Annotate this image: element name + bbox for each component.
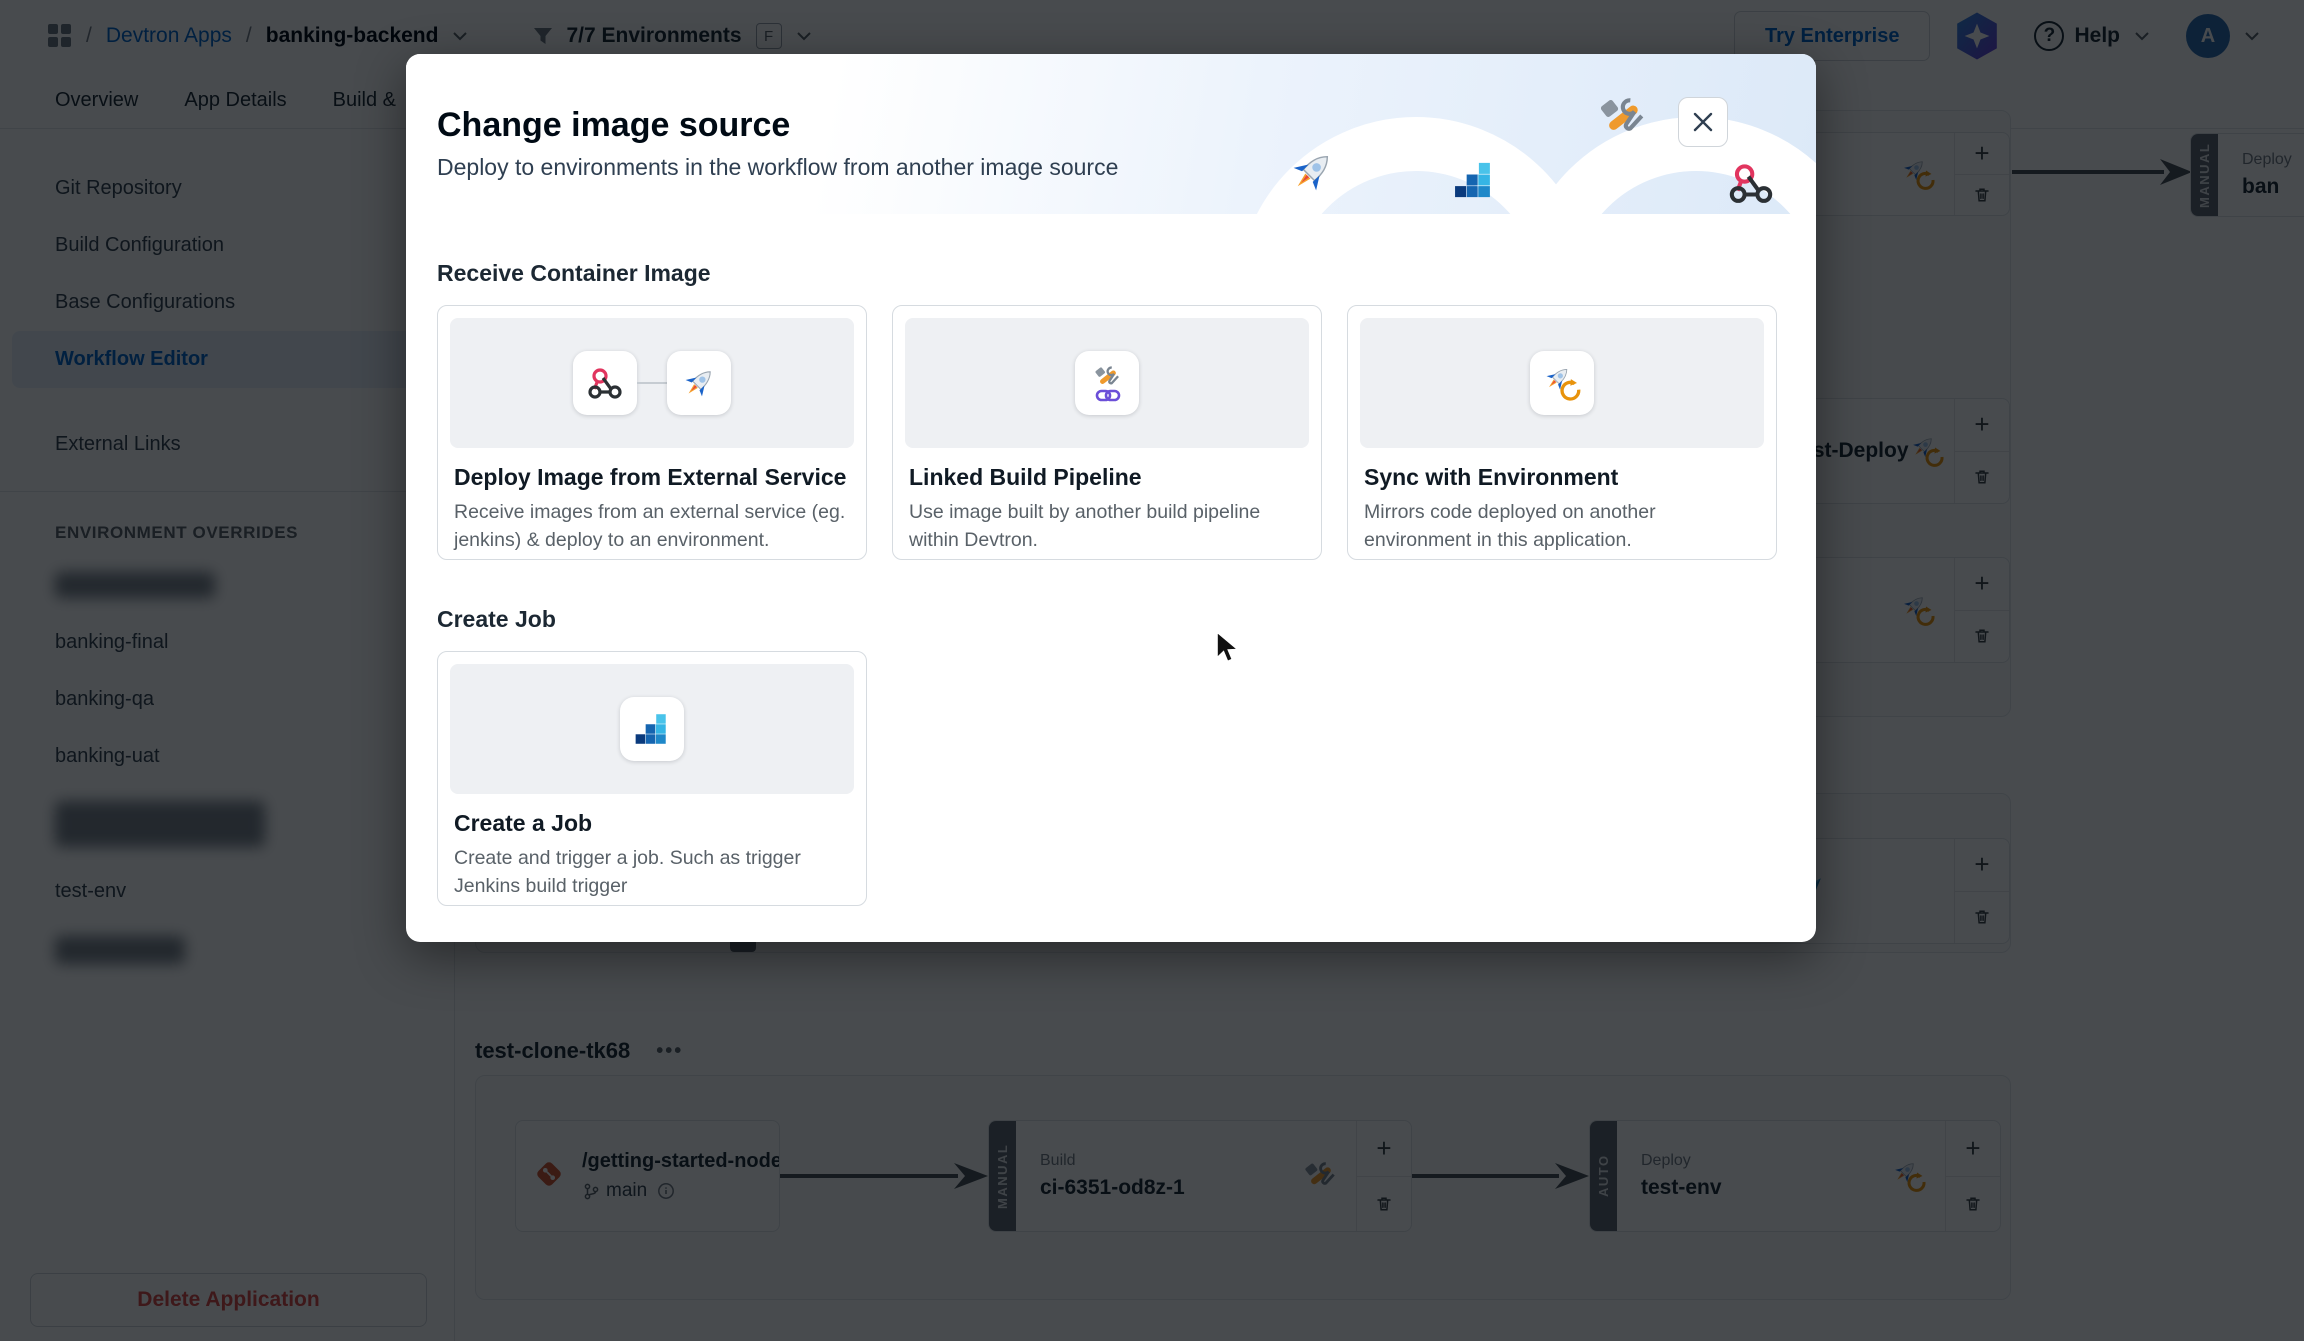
- card-deploy-image-external[interactable]: [437, 305, 867, 560]
- card-title: Deploy Image from External Service: [454, 464, 847, 490]
- modal-body: [406, 214, 1816, 906]
- modal-header: [406, 54, 1816, 214]
- section-heading-receive: Receive Container Image: [437, 260, 711, 286]
- card-description: Receive images from an external service (eg. jenkins) & deploy to an environment.: [454, 501, 846, 552]
- card-hero: [1360, 318, 1764, 448]
- close-icon: [1692, 111, 1714, 133]
- job-blocks-decor-icon: [1452, 158, 1496, 207]
- card-title: Create a Job: [454, 810, 593, 836]
- card-description: Mirrors code deployed on another environment in this application.: [1364, 501, 1656, 552]
- webhook-decor-icon: [1728, 160, 1774, 211]
- card-title: Linked Build Pipeline: [909, 464, 1142, 490]
- tile-connector: [637, 382, 667, 384]
- modal-subtitle: Deploy to environments in the workflow from another image source: [437, 154, 1119, 180]
- webhook-icon: [573, 351, 637, 415]
- rocket-decor-icon: [1286, 146, 1338, 203]
- linked-build-icon: [1075, 351, 1139, 415]
- section-heading-create-job: Create Job: [437, 606, 556, 632]
- job-blocks-icon: [620, 697, 684, 761]
- card-description: Use image built by another build pipeline within Devtron.: [909, 501, 1261, 552]
- modal-title: Change image source: [437, 106, 791, 144]
- change-image-source-modal: [406, 54, 1816, 942]
- card-description: Create and trigger a job. Such as trigger Jenkins build trigger: [454, 847, 801, 898]
- mouse-cursor: [1214, 630, 1242, 666]
- card-sync-with-environment[interactable]: [1347, 305, 1777, 560]
- card-hero: [450, 318, 854, 448]
- card-linked-build-pipeline[interactable]: [892, 305, 1322, 560]
- rocket-sync-icon: [1530, 351, 1594, 415]
- card-title: Sync with Environment: [1364, 464, 1619, 490]
- card-hero: [905, 318, 1309, 448]
- close-modal-button[interactable]: [1678, 97, 1728, 147]
- tools-decor-icon: [1596, 92, 1648, 149]
- card-hero: [450, 664, 854, 794]
- rocket-icon: [667, 351, 731, 415]
- card-create-a-job[interactable]: [437, 651, 867, 906]
